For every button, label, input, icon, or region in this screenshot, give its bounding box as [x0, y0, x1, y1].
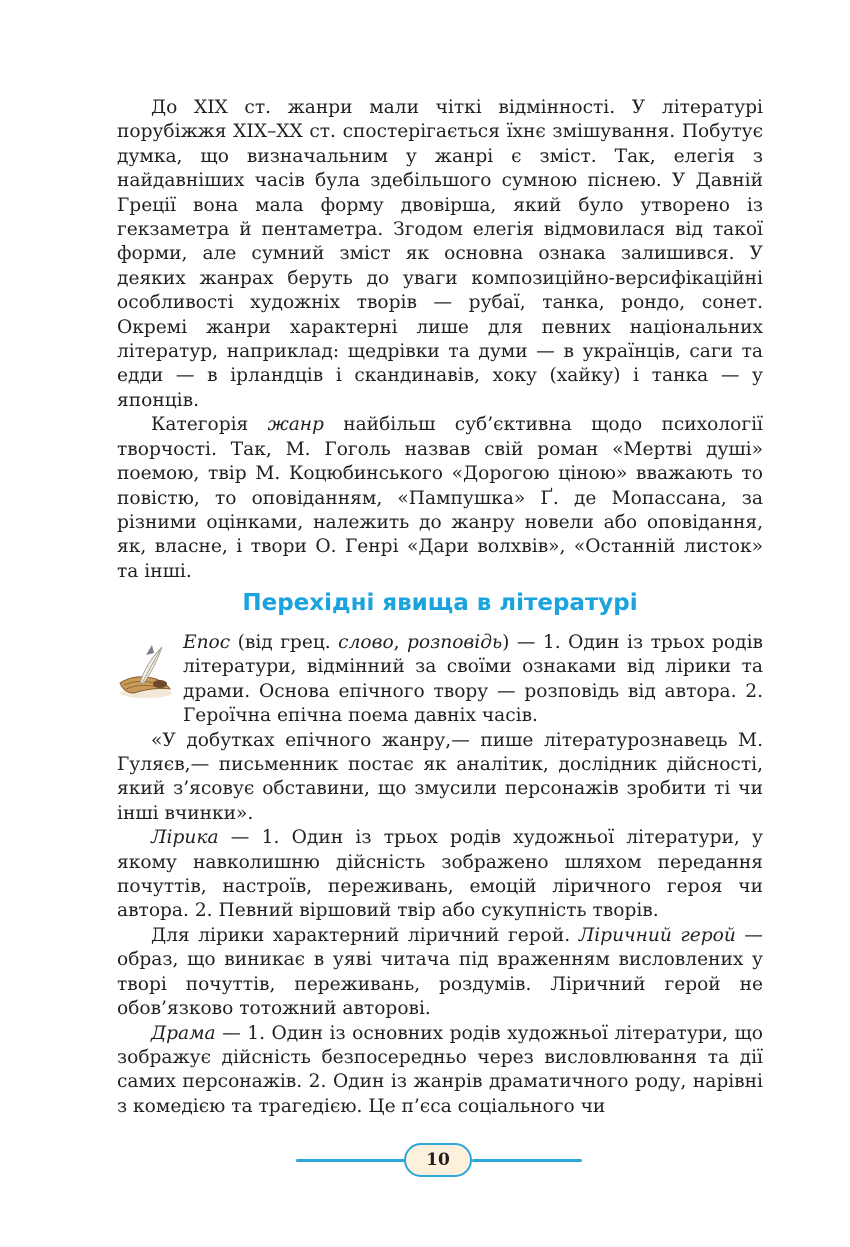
- transitional-text-block: [117, 631, 763, 1119]
- term-drama: Драма: [151, 1022, 216, 1044]
- term-epos: Епос: [183, 632, 231, 653]
- footer-line-right: [472, 1159, 582, 1162]
- entry-epos: Епос (від грец. слово, розповідь) — 1. Один із трьох родів літератури, відмінний за своїми ознаками від лірики та драми. Основа епічного твору — розповідь від автора. 2. Героїчна епічна поема давніх часів.: [183, 632, 763, 727]
- page-number: 10: [404, 1143, 472, 1177]
- entry-lyrika: Лірика — 1. Один із трьох родів художньої літератури, у якому навколишню дійсність зображено шляхом передання почуттів, настроїв, переживань, емоцій ліричного героя чи автора. 2. Певний віршовий твір або сукупність творів.: [117, 827, 763, 922]
- genre-text-block: [117, 96, 763, 584]
- quote-gulyaev: «У добутках епічного жанру,— пише літературознавець М. Гуляєв,— письменник постає як аналітик, дослідник дійсності, який з’ясовує обставини, що змусили персонажів зробити ті чи інші вчинки».: [117, 729, 763, 824]
- entry-lyric-hero: Для лірики характерний ліричний герой. Ліричний герой — образ, що виникає в уяві читача під враженням висловлених у творі почуттів, переживань, роздумів. Ліричний герой не обов’язково тотожний авторові.: [117, 924, 763, 1020]
- paragraph-genre-category: Категорія жанр найбільш суб’єктивна щодо психології творчості. Так, М. Гоголь назвав свій роман «Мертві душі» поемою, твір М. Коцюбинського «Дорогою ціною» вважають то повістю, то оповіданням, «Пампушка» Ґ. де Мопассана, за різними оцінками, належить до жанру новели або оповідання, як, власне, і твори О. Генрі «Дари волхвів», «Останній листок» та інші.: [117, 414, 764, 582]
- term-lyrika: Лірика: [151, 827, 219, 849]
- footer-line-left: [296, 1159, 406, 1162]
- term-genre: жанр: [267, 414, 324, 436]
- section-title: Перехідні явища в літературі: [242, 590, 638, 616]
- entry-drama: Драма — 1. Один із основних родів художньої літератури, що зображує дійсність безпосередньо через висловлювання та дії самих персонажів. 2. Один із жанрів драматичного роду, нарівні з комедією та трагедією. Це п’єса соціального чи: [117, 1022, 763, 1117]
- term-lyric-hero: Ліричний герой: [578, 924, 736, 946]
- paragraph-genre-mixing: До XIX ст. жанри мали чіткі відмінності. У літературі порубіжжя XIX–XX ст. спостерігається їхнє змішування. Побутує думка, що визначальним у жанрі є зміст. Так, елегія з найдавніших часів була здебільшого сумною піснею. У Давній Греції вона мала форму двовірша, який було утворено із гекзаметра й пентаметра. Згодом елегія відмовилася від такої форми, але сумний зміст як основна ознака залишився. У деяких жанрах беруть до уваги композиційно-версифікаційні особливості художніх творів — рубаї, танка, рондо, сонет. Окремі жанри характерні лише для певних національних літератур, наприклад: щедрівки та думи — в українців, саги та едди — в ірландців і скандинавів, хоку (хайку) і танка — у японців.: [117, 97, 763, 411]
